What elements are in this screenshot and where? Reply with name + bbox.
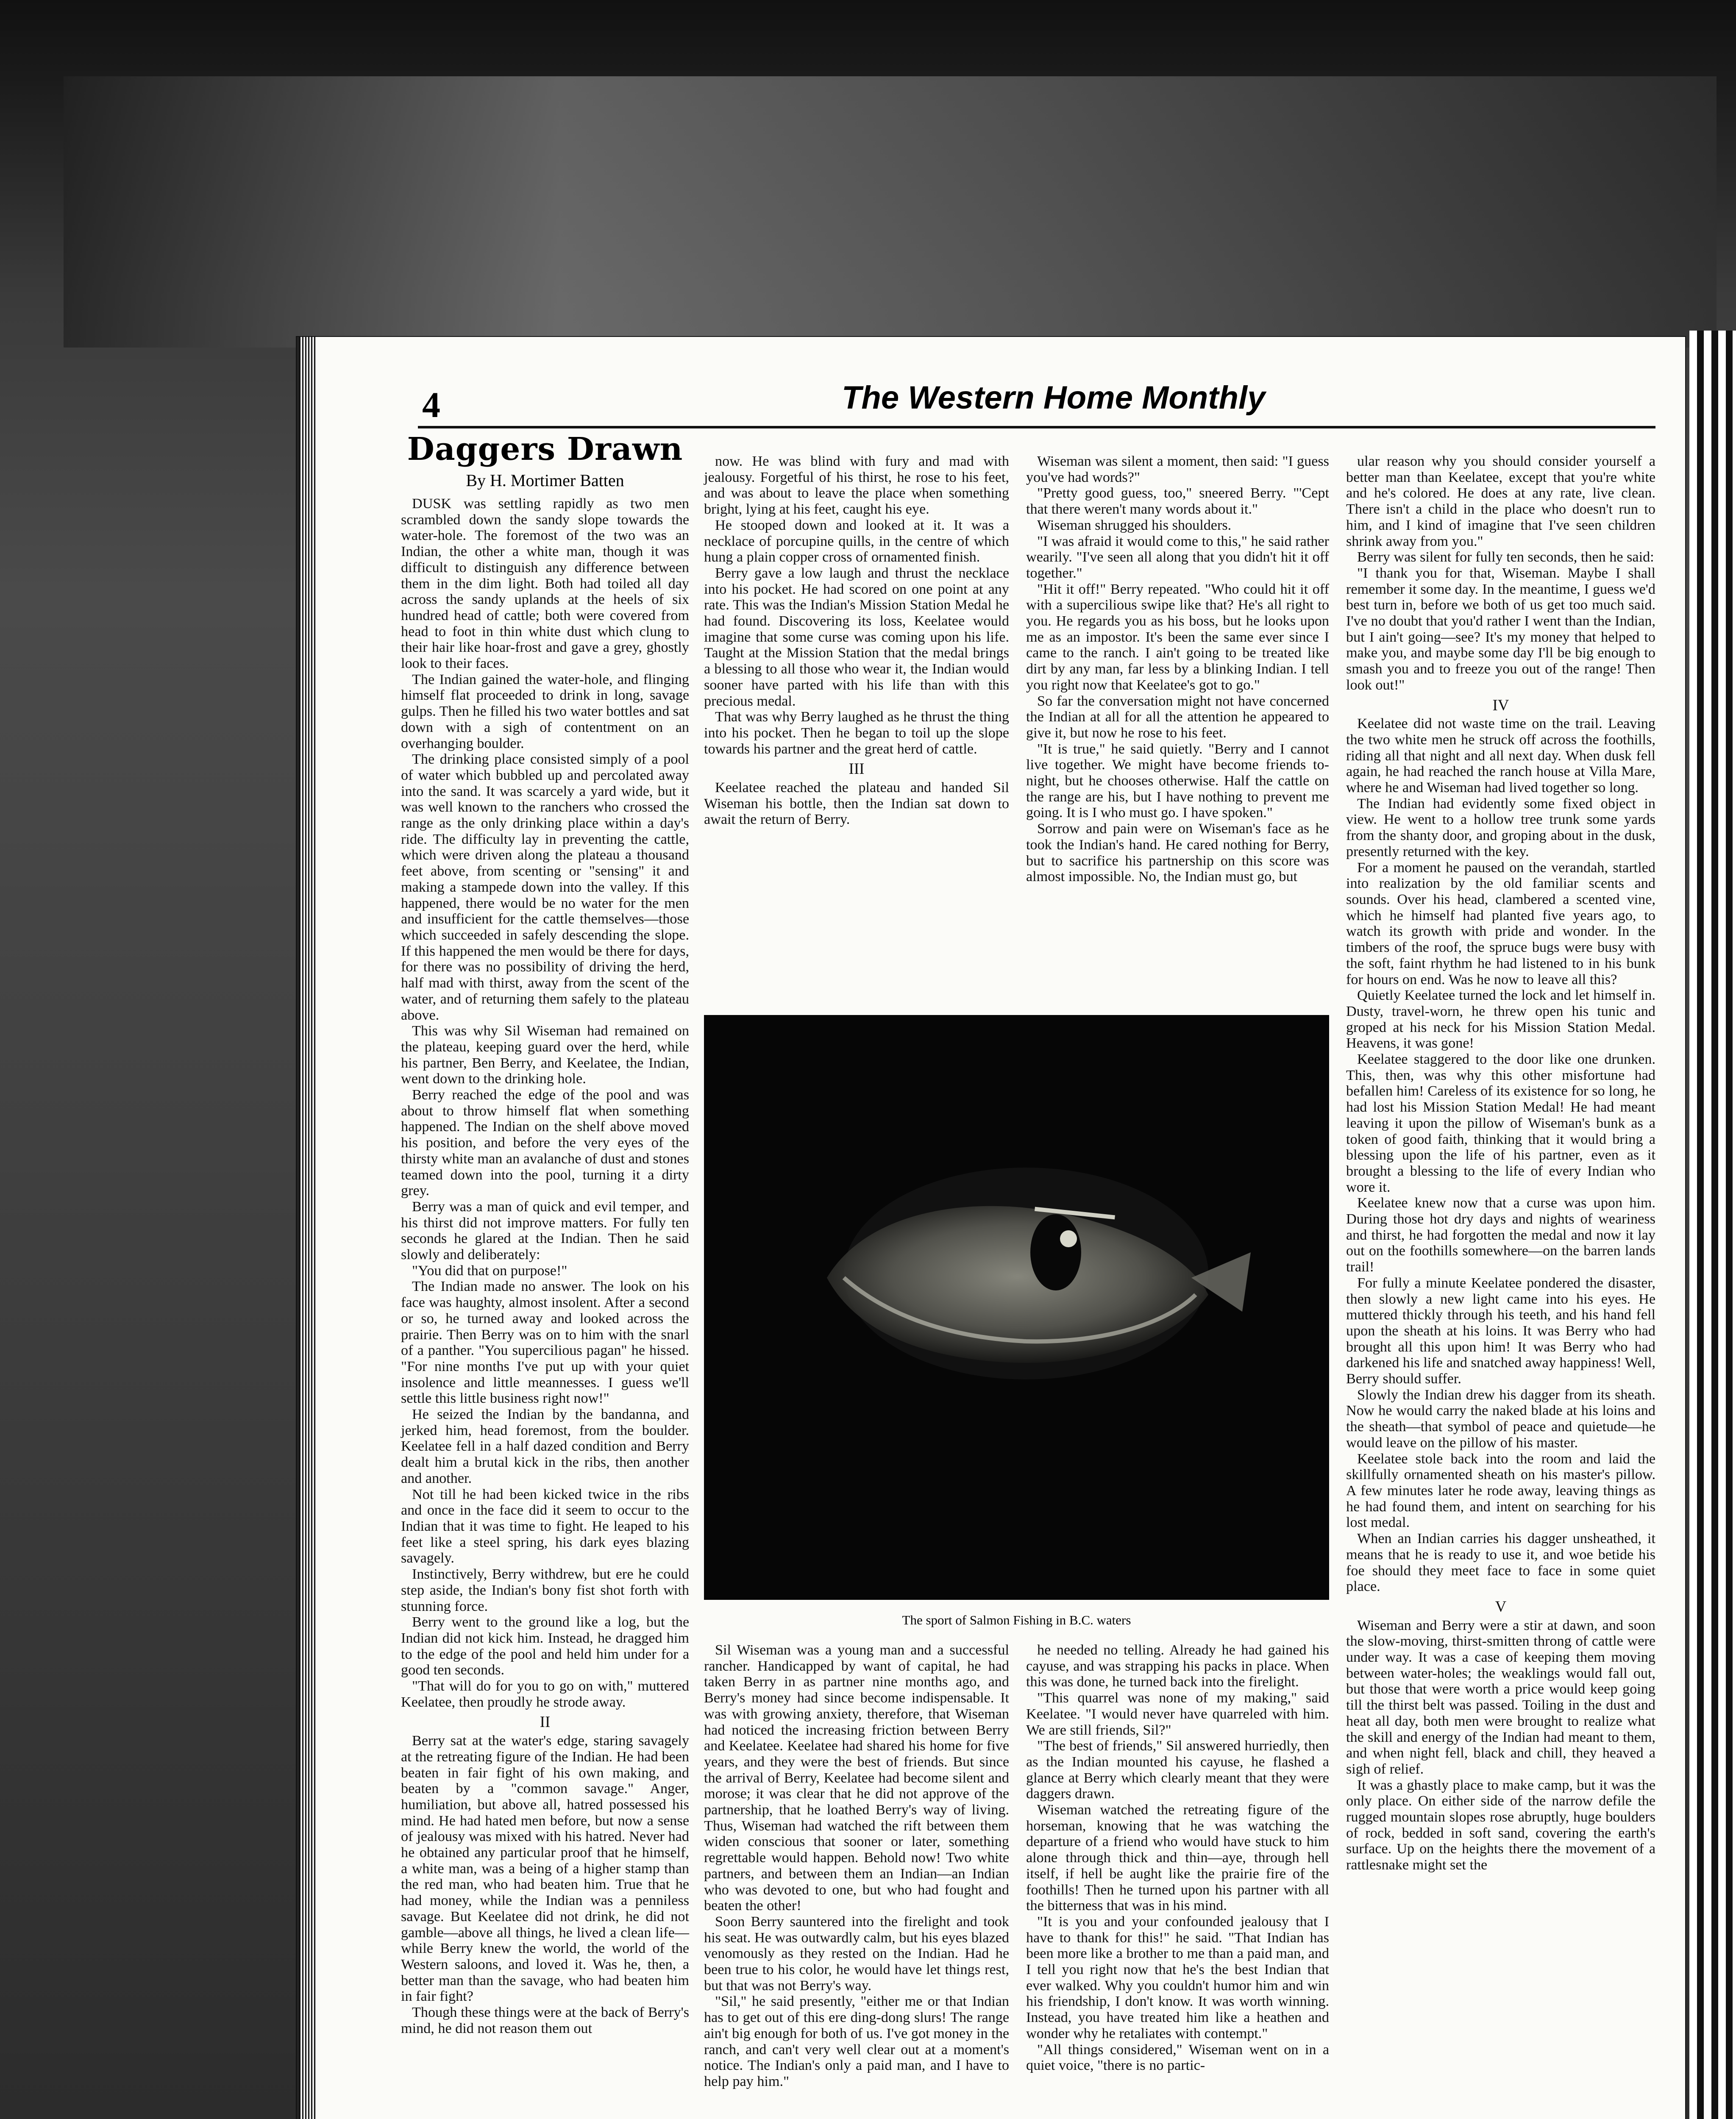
paragraph: "Pretty good guess, too," sneered Berry. "'Cept that there weren't many words about it." — [1026, 485, 1329, 517]
paragraph: Berry reached the edge of the pool and was about to throw himself flat when something happened. The Indian on the shelf above moved his position, and before the very eyes of the thirsty white man an avalanche of dust and stones teamed down into the pool, turning it a dirty grey. — [401, 1087, 689, 1199]
paragraph: Berry sat at the water's edge, staring savagely at the retreating figure of the Indian. He had been beaten in fair fight of his own making, and beaten by a "common savage." Anger, humiliation, but above all, hatred possessed his mind. He had hated men before, but now a sense of jealousy was mixed with his hatred. Never had he obtained any particular proof that he himself, a white man, was a being of a higher stamp than the red man, who had beaten him. True that he had money, while the Indian was a penniless savage. But Keelatee did not drink, he did not gamble—above all things, he lived a clean life—while Berry knew the world, the world of the Western saloons, and loved it. Was he, then, a better man than the savage, who had beaten him in fair fight? — [401, 1733, 689, 2005]
paragraph: He stooped down and looked at it. It was a necklace of porcupine quills, in the centre of which hung a plain copper cross of ornamented finish. — [704, 517, 1009, 565]
column-2 — [704, 453, 1009, 828]
binding-edge — [299, 337, 316, 2119]
paragraph: Keelatee stole back into the room and laid the skillfully ornamented sheath on his master's pillow. A few minutes later he rode away, leaving things as he had found them, and intent on searching for his lost medal. — [1346, 1451, 1655, 1531]
paragraph: Wiseman was silent a moment, then said: "I guess you've had words?" — [1026, 453, 1329, 485]
page-number: 4 — [422, 384, 440, 425]
paragraph: Quietly Keelatee turned the lock and let himself in. Dusty, travel-worn, he threw open his tunic and groped at his neck for his Mission Station Medal. Heavens, it was gone! — [1346, 987, 1655, 1051]
column-2-lower — [704, 1642, 1009, 2090]
paragraph: "This quarrel was none of my making," said Keelatee. "I would never have quarreled with him. We are still friends, Sil?" — [1026, 1690, 1329, 1738]
section-heading: III — [849, 760, 865, 778]
paragraph: When an Indian carries his dagger unsheathed, it means that he is ready to use it, and woe betide his foe should they meet face to face in some quiet place. — [1346, 1531, 1655, 1595]
paragraph: Instinctively, Berry withdrew, but ere he could step aside, the Indian's bony fist shot forth with stunning force. — [401, 1566, 689, 1614]
paragraph: "It is you and your confounded jealousy that I have to thank for this!" he said. "That Indian has been more like a brother to me than a paid man, and I tell you right now that he's the best Indian that ever walked. Why you couldn't humor him and win his friendship, I don't know. It was worth winning. Instead, you have treated him like a heathen and wonder why he retaliates with contempt." — [1026, 1913, 1329, 2041]
paragraph: Keelatee staggered to the door like one drunken. This, then, was why this other misfortune had befallen him! Careless of its existence for so long, he had lost his Mission Station Medal! He had meant leaving it upon the pillow of Wiseman's bunk as a token of good faith, thinking that it would bring a blessing upon the life of his partner, even as it brought a blessing to the life of every Indian who wore it. — [1346, 1051, 1655, 1195]
paragraph: The drinking place consisted simply of a pool of water which bubbled up and percolated away into the sand. It was scarcely a yard wide, but it was well known to the ranchers who crossed the range as the only drinking place within a day's ride. The difficulty lay in preventing the cattle, which were driven along the plateau a thousand feet above, from scenting or "sensing" it and making a stampede down into the valley. If this happened, there would be no water for the men and insufficient for the cattle themselves—those which succeeded in safely descending the slope. If this happened the men would be there for days, for there was no possibility of driving the herd, half mad with thirst, away from the scent of the water, and of returning them safely to the plateau above. — [401, 751, 689, 1023]
facing-page-bleed — [64, 76, 1717, 348]
paragraph: This was why Sil Wiseman had remained on the plateau, keeping guard over the herd, while his partner, Ben Berry, and Keelatee, the Indian, went down to the drinking hole. — [401, 1023, 689, 1087]
paragraph: "It is true," he said quietly. "Berry and I cannot live together. We might have become friends to-night, but he chooses otherwise. Half the cattle on the range are his, but I have nothing to prevent me going. It is I who must go. I have spoken." — [1026, 741, 1329, 821]
paragraph: So far the conversation might not have concerned the Indian at all for all the attention he appeared to give it, but now he rose to his feet. — [1026, 693, 1329, 741]
header-rule — [418, 426, 1655, 428]
paragraph: It was a ghastly place to make camp, but it was the only place. On either side of the narrow defile the rugged mountain slopes rose abruptly, huge boulders of rock, bedded in soft sand, covering the earth's surface. Up on the heights there the movement of a rattlesnake might set the — [1346, 1777, 1655, 1873]
column-3 — [1026, 453, 1329, 885]
paragraph: For fully a minute Keelatee pondered the disaster, then slowly a new light came into his eyes. He muttered thickly through his teeth, and his hand fell upon the sheath at his loins. It was Berry who had brought all this upon him! It was Berry who had darkened his life and snatched away happiness! Well, Berry should suffer. — [1346, 1275, 1655, 1387]
column-3-lower — [1026, 1642, 1329, 2074]
paragraph: "Sil," he said presently, "either me or that Indian has to get out of this ere ding-dong slurs! The range ain't big enough for both of us. I've got money in the ranch, and can't very well clear out at a moment's notice. The Indian's only a paid man, and I have to help pay him." — [704, 1994, 1009, 2089]
paragraph: Sorrow and pain were on Wiseman's face as he took the Indian's hand. He cared nothing for Berry, but to sacrifice his partnership on this score was almost impossible. No, the Indian must go, but — [1026, 821, 1329, 885]
paragraph: Not till he had been kicked twice in the ribs and once in the face did it seem to occur to the Indian that it was time to fight. He leaped to his feet like a steel spring, his dark eyes blazing savagely. — [401, 1486, 689, 1566]
salmon-photo-image — [704, 1015, 1329, 1600]
paragraph: Soon Berry sauntered into the firelight and took his seat. He was outwardly calm, but his eyes blazed venomously as they rested on the Indian. Had he been true to his color, he would have let things rest, but that was not Berry's way. — [704, 1913, 1009, 1994]
paragraph: The Indian gained the water-hole, and flinging himself flat proceeded to drink in long, savage gulps. Then he filled his two water bottles and sat down with a sigh of contentment on an overhanging boulder. — [401, 671, 689, 751]
publication-title: The Western Home Monthly — [842, 380, 1266, 416]
paragraph: For a moment he paused on the verandah, startled into realization by the old familiar scents and sounds. Over his head, clambered a scented vine, which he himself had planted five years ago, to watch its growth with pride and wonder. In the timbers of the roof, the spruce bugs were busy with the soft, faint rhythm he had listened to in his bunk for hours on end. Was he now to leave all this? — [1346, 859, 1655, 987]
paragraph: now. He was blind with fury and mad with jealousy. Forgetful of his thirst, he rose to his feet, and was about to leave the place when something bright, lying at his feet, caught his eye. — [704, 453, 1009, 517]
photo-caption: The sport of Salmon Fishing in B.C. waters — [902, 1613, 1131, 1627]
column-4 — [1346, 453, 1655, 1873]
paragraph: Keelatee did not waste time on the trail. Leaving the two white men he struck off across the foothills, riding all that night and all next day. When dusk fell again, he had reached the ranch house at Villa Mare, where he and Wiseman had lived together so long. — [1346, 716, 1655, 796]
paragraph: he needed no telling. Already he had gained his cayuse, and was strapping his packs in place. When this was done, he turned back into the firelight. — [1026, 1642, 1329, 1690]
column-1 — [401, 496, 689, 2037]
paragraph: DUSK was settling rapidly as two men scrambled down the sandy slope towards the water-hole. The foremost of the two was an Indian, the other a white man, though it was difficult to distinguish any difference between them in the dim light. Both had toiled all day across the sandy uplands at the heels of six hundred head of cattle; both were covered from head to foot in thin white dust which clung to their hair like hoar-frost and gave a grey, ghostly look to their faces. — [401, 496, 689, 672]
paragraph: Wiseman watched the retreating figure of the horseman, knowing that he was watching the departure of a friend who would have stuck to him alone through thick and thin—aye, through hell itself, if hell be aught like the prairie fire of the foothills! Then he turned upon his partner with all the bitterness that was in his mind. — [1026, 1802, 1329, 1914]
paragraph: "I thank you for that, Wiseman. Maybe I shall remember it some day. In the meantime, I guess we'd best turn in, before we both of us get too much said. I've no doubt that you'd rather I went than the Indian, but I ain't going—see? It's my money that helped to make you, and maybe some day I'll be big enough to smash you and to freeze you out of the range! Then look out!" — [1346, 565, 1655, 693]
paragraph: Berry gave a low laugh and thrust the necklace into his pocket. He had scored on one point at any rate. This was the Indian's Mission Station Medal he had found. Discovering its loss, Keelatee would imagine that some curse was coming upon his life. Taught at the Mission Station that the medal brings a blessing to all those who wear it, the Indian would sooner have parted with his life than with this precious medal. — [704, 565, 1009, 709]
paragraph: The Indian had evidently some fixed object in view. He went to a hollow tree trunk some yards from the shanty door, and groping about in the dusk, presently returned with the key. — [1346, 795, 1655, 859]
paragraph: "The best of friends," Sil answered hurriedly, then as the Indian mounted his cayuse, he flashed a glance at Berry which clearly meant that they were daggers drawn. — [1026, 1738, 1329, 1802]
paragraph: He seized the Indian by the bandanna, and jerked him, head foremost, from the boulder. Keelatee fell in a half dazed condition and Berry dealt him a brutal kick in the ribs, then another and another. — [401, 1407, 689, 1486]
paragraph: "Hit it off!" Berry repeated. "Who could hit it off with a supercilious swipe like that? He's all right to you. He regards you as his boss, but he looks upon me as an impostor. It's been the same ever since I came to the ranch. I ain't going to be treated like dirt by any man, far less by a blinking Indian. I tell you right now that Keelatee's got to go." — [1026, 581, 1329, 693]
paragraph: ular reason why you should consider yourself a better man than Keelatee, except that you're white and he's colored. He does at any rate, live clean. There isn't a child in the place who doesn't run to him, and I kind of imagine that I've seen children shrink away from you." — [1346, 453, 1655, 549]
paragraph: Wiseman and Berry were a stir at dawn, and soon the slow-moving, thirst-smitten throng of cattle were under way. It was a case of keeping them moving between water-holes; the weaklings would fall out, but those that were worth a price would keep going till the thirst belt was passed. Toiling in the dust and heat all day, both men were brought to realize what the skill and energy of the Indian had meant to them, and when night fell, black and chill, they heaved a sigh of relief. — [1346, 1617, 1655, 1777]
section-heading: IV — [1492, 696, 1509, 714]
paragraph: The Indian made no answer. The look on his face was haughty, almost insolent. After a second or so, he turned away and looked across the prairie. Then Berry was on to him with the snarl of a panther. "You supercilious pagan" he hissed. "For nine months I've put up with your quiet insolence and little meannesses. I guess we'll settle this little business right now!" — [401, 1279, 689, 1407]
article-title: Daggers Drawn — [407, 431, 683, 467]
salmon-fishing-photo — [704, 1015, 1329, 1600]
paragraph: That was why Berry laughed as he thrust the thing into his pocket. Then he began to toil up the slope towards his partner and the great herd of cattle. — [704, 709, 1009, 757]
paragraph: Berry went to the ground like a log, but the Indian did not kick him. Instead, he dragged him to the edge of the pool and held him under for a good ten seconds. — [401, 1614, 689, 1678]
paragraph: "You did that on purpose!" — [412, 1263, 568, 1279]
paragraph: Berry was silent for fully ten seconds, then he said: — [1357, 549, 1654, 565]
paragraph: Slowly the Indian drew his dagger from its sheath. Now he would carry the naked blade at his loins and the sheath—that symbol of peace and quietude—he would leave on the pillow of his master. — [1346, 1387, 1655, 1451]
paragraph: Sil Wiseman was a young man and a successful rancher. Handicapped by want of capital, he had taken Berry in as partner nine months ago, and Berry's money had since become indispensable. It was with growing anxiety, therefore, that Wiseman had noticed the increasing friction between Berry and Keelatee. Keelatee had shared his home for five years, and they were the best of friends. But since the arrival of Berry, Keelatee had become silent and morose; it was clear that he did not approve of the partnership, that he loathed Berry's way of living. Thus, Wiseman had watched the rift between them widen conscious that sooner or later, something regrettable would happen. Behold now! Two white partners, and between them an Indian—an Indian who was devoted to one, but who had fought and beaten the other! — [704, 1642, 1009, 1914]
magazine-page — [297, 337, 1685, 2119]
paragraph: Keelatee knew now that a curse was upon him. During those hot dry days and nights of weariness and thirst, he had forgotten the medal and now it lay out on the foothills somewhere—on the barren lands trail! — [1346, 1195, 1655, 1275]
paragraph: Though these things were at the back of Berry's mind, he did not reason them out — [401, 2005, 689, 2036]
paragraph: "I was afraid it would come to this," he said rather wearily. "I've seen all along that you didn't hit it off together." — [1026, 533, 1329, 581]
section-heading: II — [540, 1713, 551, 1731]
paragraph: Keelatee reached the plateau and handed Sil Wiseman his bottle, then the Indian sat down to await the return of Berry. — [704, 780, 1009, 828]
paragraph: Berry was a man of quick and evil temper, and his thirst did not improve matters. For fully ten seconds he glared at the Indian. Then he said slowly and deliberately: — [401, 1199, 689, 1263]
article-byline: By H. Mortimer Batten — [466, 471, 624, 490]
paragraph: Wiseman shrugged his shoulders. — [1037, 517, 1232, 533]
section-heading: V — [1495, 1598, 1507, 1616]
adjacent-page-edge — [1689, 331, 1736, 2119]
paragraph: "That will do for you to go on with," muttered Keelatee, then proudly he strode away. — [401, 1678, 689, 1710]
paragraph: "All things considered," Wiseman went on in a quiet voice, "there is no partic- — [1026, 2041, 1329, 2074]
